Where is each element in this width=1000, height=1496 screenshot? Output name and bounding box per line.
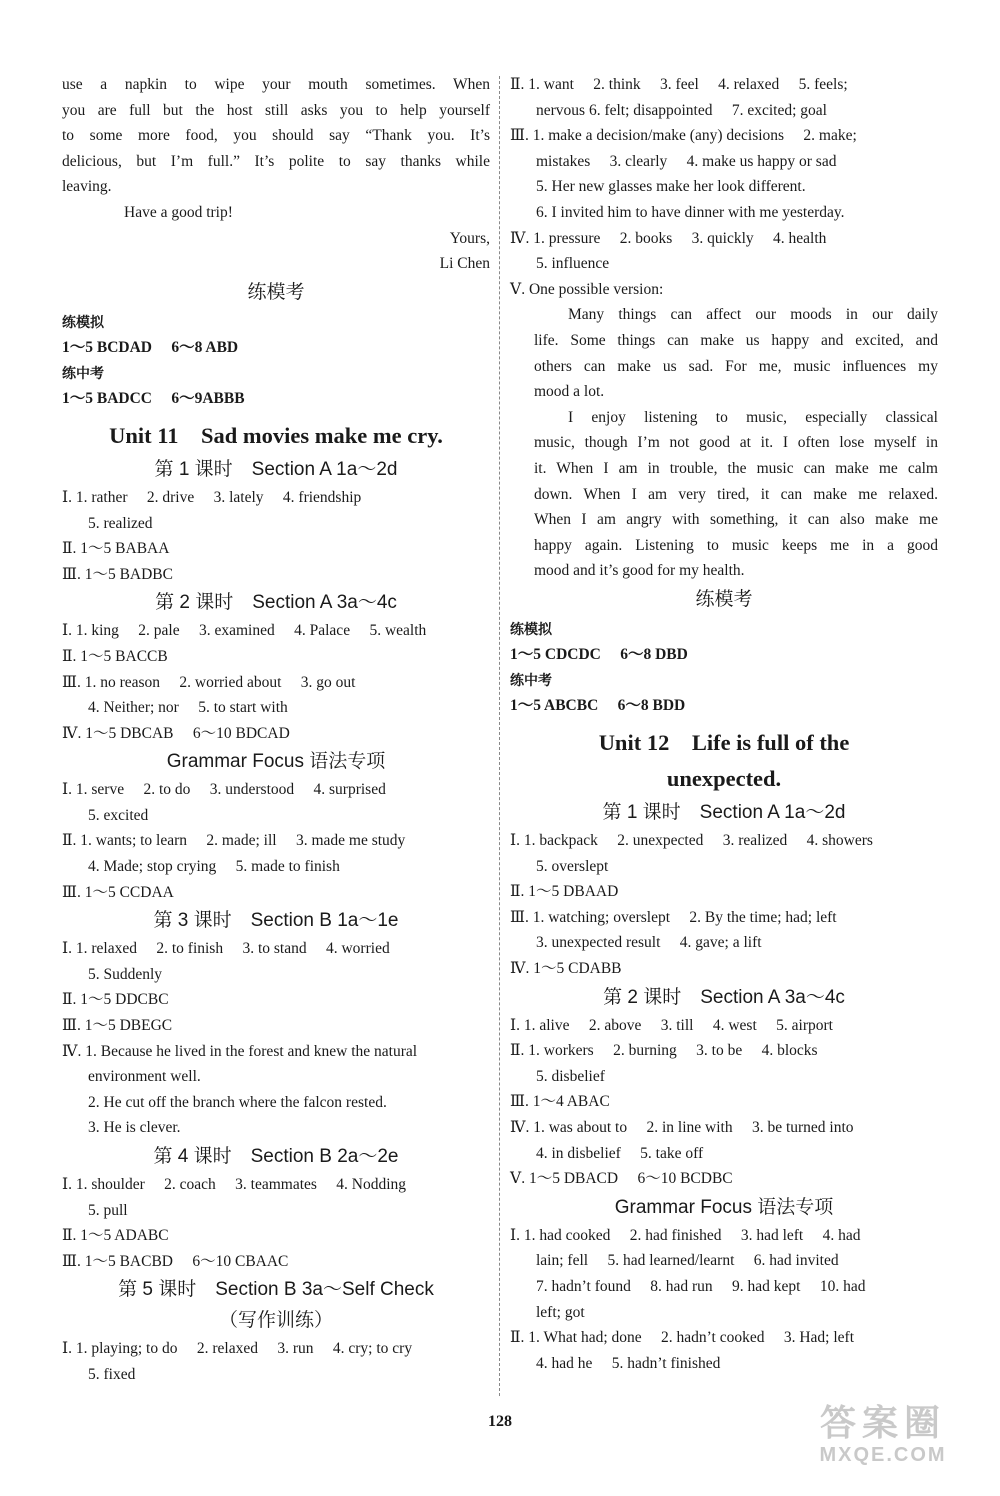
right-column bbox=[510, 72, 938, 1376]
answer-line: Ⅰ. 1. backpack 2. unexpected 3. realized 4. showers bbox=[510, 832, 873, 850]
answer-line: Ⅲ. 1. make a decision/make (any) decisions 2. make; bbox=[510, 127, 857, 145]
lesson-subheading: （写作训练） bbox=[218, 1310, 333, 1332]
essay-line: I enjoy listening to music, especially classical bbox=[568, 408, 938, 426]
answer-line: Ⅱ. 1～5 DBAAD bbox=[510, 883, 619, 901]
answer-line: Ⅰ. 1. alive 2. above 3. till 4. west 5. airport bbox=[510, 1016, 833, 1034]
left-column bbox=[62, 72, 490, 1388]
answer-line: Ⅰ. 1. playing; to do 2. relaxed 3. run 4. cry; to cry bbox=[62, 1340, 413, 1358]
answer-line: 4. Neither; nor 5. to start with bbox=[88, 699, 288, 717]
answer-line: 5. overslept bbox=[536, 857, 609, 875]
answer-line: Ⅳ. 1. pressure 2. books 3. quickly 4. health bbox=[510, 229, 827, 247]
subsection-label: 练模拟 bbox=[510, 620, 552, 637]
letter-sign-yours: Yours, bbox=[449, 229, 490, 247]
answer-line: Ⅰ. 1. rather 2. drive 3. lately 4. friendship bbox=[62, 488, 362, 506]
letter-line: you are full but the host still asks you to help yourself bbox=[62, 101, 490, 119]
answer-line: Ⅲ. 1～5 BADBC bbox=[62, 565, 173, 583]
answer-line: 4. Made; stop crying 5. made to finish bbox=[88, 858, 340, 876]
answer-line: Ⅲ. 1～4 ABAC bbox=[510, 1093, 610, 1111]
answer-line: Ⅳ. 1. Because he lived in the forest and knew the natural bbox=[62, 1042, 418, 1060]
answer-line: 2. He cut off the branch where the falcon rested. bbox=[88, 1093, 387, 1111]
answer-line: 1～5 ABCBC 6～8 BDD bbox=[510, 697, 686, 715]
letter-line: delicious, but I’m full.” It’s polite to say thanks while bbox=[62, 152, 490, 170]
answer-line: 7. hadn’t found 8. had run 9. had kept 10. had bbox=[536, 1277, 866, 1295]
answer-line: 5. pull bbox=[88, 1201, 128, 1219]
letter-line: leaving. bbox=[62, 178, 112, 196]
answer-line: mistakes 3. clearly 4. make us happy or sad bbox=[536, 152, 837, 170]
answer-line: 1～5 BCDAD 6～8 ABD bbox=[62, 338, 239, 356]
answer-line: Ⅳ. 1～5 DBCAB 6～10 BDCAD bbox=[62, 724, 290, 742]
answer-line: Ⅱ. 1. workers 2. burning 3. to be 4. blocks bbox=[510, 1042, 818, 1060]
grammar-focus-heading: Grammar Focus 语法专项 bbox=[614, 1196, 834, 1218]
answer-line: Ⅳ. 1. was about to 2. in line with 3. be turned into bbox=[510, 1119, 854, 1136]
lesson-heading: 第 1 课时 Section A 1a～2d bbox=[154, 458, 398, 480]
answer-line: Ⅱ. 1～5 BABAA bbox=[62, 540, 170, 558]
answer-line: nervous 6. felt; disappointed 7. excited; goal bbox=[536, 101, 827, 119]
answer-line: lain; fell 5. had learned/learnt 6. had invited bbox=[536, 1252, 839, 1270]
answer-line: Ⅱ. 1. What had; done 2. hadn’t cooked 3. Had; left bbox=[510, 1329, 854, 1347]
subsection-label: 练模拟 bbox=[62, 313, 104, 330]
lesson-heading: 第 2 课时 Section A 3a～4c bbox=[603, 986, 845, 1008]
essay-line: happy again. Listening to music keeps me in a good bbox=[534, 536, 938, 554]
answer-line: Ⅲ. 1. watching; overslept 2. By the time; had; left bbox=[510, 908, 837, 926]
essay-line: music, though I’m not good at it. I often lose myself in bbox=[534, 434, 938, 452]
answer-line: Ⅲ. 1～5 DBEGC bbox=[62, 1017, 173, 1035]
lesson-heading: 第 1 课时 Section A 1a～2d bbox=[602, 802, 846, 824]
subsection-label: 练中考 bbox=[510, 672, 552, 689]
essay-line: Many things can affect our moods in our daily bbox=[568, 306, 938, 324]
answer-line: 4. in disbelief 5. take off bbox=[536, 1144, 704, 1162]
answer-line: Ⅱ. 1. wants; to learn 2. made; ill 3. made me study bbox=[62, 832, 406, 850]
answer-line: 5. excited bbox=[88, 806, 149, 824]
essay-line: down. When I am very tired, it can make me relaxed. bbox=[534, 485, 938, 503]
answer-line: environment well. bbox=[88, 1068, 201, 1086]
section-heading: 练模考 bbox=[695, 588, 753, 610]
answer-line: 5. influence bbox=[536, 255, 610, 273]
lesson-heading: 第 4 课时 Section B 2a～2e bbox=[153, 1146, 399, 1167]
letter-line: to some more food, you should say “Thank you. It’s bbox=[62, 127, 490, 145]
grammar-focus-heading: Grammar Focus 语法专项 bbox=[166, 751, 386, 773]
answer-line: left; got bbox=[536, 1303, 585, 1321]
answer-line: Ⅰ. 1. had cooked 2. had finished 3. had left 4. had bbox=[510, 1226, 861, 1244]
answer-line: Ⅲ. 1～5 CCDAA bbox=[62, 883, 174, 901]
watermark-url: MXQE.COM bbox=[819, 1444, 947, 1466]
letter-closing: Have a good trip! bbox=[124, 203, 233, 221]
answer-line: Ⅱ. 1～5 ADABC bbox=[62, 1227, 169, 1245]
answer-line: 5. Suddenly bbox=[88, 965, 163, 983]
answer-line: 1～5 BADCC 6～9ABBB bbox=[62, 390, 245, 408]
answer-line: Ⅰ. 1. serve 2. to do 3. understood 4. surprised bbox=[62, 781, 386, 799]
answer-line: 4. had he 5. hadn’t finished bbox=[536, 1354, 721, 1372]
essay-line: others can make us sad. For me, music influences my bbox=[534, 357, 938, 375]
answer-line: 5. Her new glasses make her look different. bbox=[536, 178, 806, 196]
essay-line: it. When I am in trouble, the music can make me calm bbox=[534, 459, 938, 477]
answer-line: Ⅱ. 1～5 DDCBC bbox=[62, 991, 169, 1009]
unit-title-cont: unexpected. bbox=[666, 766, 782, 792]
answer-line: 3. unexpected result 4. gave; a lift bbox=[536, 934, 762, 952]
answer-line: Ⅴ. One possible version: bbox=[510, 280, 664, 298]
watermark-logo bbox=[788, 1402, 978, 1482]
answer-line: Ⅱ. 1～5 BACCB bbox=[62, 647, 168, 665]
letter-sign-name: Li Chen bbox=[439, 255, 490, 273]
lesson-heading: 第 3 课时 Section B 1a～1e bbox=[153, 910, 399, 932]
answer-line: Ⅰ. 1. king 2. pale 3. examined 4. Palace 5. wealth bbox=[62, 622, 427, 640]
answer-line: Ⅲ. 1～5 BACBD 6～10 CBAAC bbox=[62, 1252, 289, 1270]
column-divider bbox=[499, 76, 500, 1396]
letter-line: use a napkin to wipe your mouth sometimes. When bbox=[62, 76, 490, 93]
essay-line: life. Some things can make us happy and excited, and bbox=[534, 331, 938, 349]
page-number: 128 bbox=[488, 1413, 512, 1430]
answer-line: 3. He is clever. bbox=[88, 1119, 181, 1137]
lesson-heading: 第 2 课时 Section A 3a～4c bbox=[155, 592, 397, 614]
answer-line: Ⅲ. 1. no reason 2. worried about 3. go out bbox=[62, 673, 356, 691]
essay-line: mood and it’s good for my health. bbox=[534, 562, 745, 580]
answer-line: Ⅰ. 1. shoulder 2. coach 3. teammates 4. Nodding bbox=[62, 1176, 407, 1193]
answer-line: 6. I invited him to have dinner with me yesterday. bbox=[536, 203, 845, 221]
answer-line: Ⅴ. 1～5 DBACD 6～10 BCDBC bbox=[510, 1170, 733, 1188]
unit-title: Unit 12 Life is full of the bbox=[598, 730, 850, 756]
answer-line: 1～5 CDCDC 6～8 DBD bbox=[510, 645, 688, 663]
watermark-text: 答案圈 bbox=[819, 1402, 946, 1443]
unit-title: Unit 11 Sad movies make me cry. bbox=[109, 422, 443, 448]
section-heading: 练模考 bbox=[247, 281, 305, 303]
answer-line: 5. fixed bbox=[88, 1365, 136, 1383]
answer-line: 5. realized bbox=[88, 514, 153, 532]
essay-line: When I am angry with something, it can also make me bbox=[534, 511, 938, 529]
answer-line: Ⅳ. 1～5 CDABB bbox=[510, 960, 622, 978]
answer-line: 5. disbelief bbox=[536, 1067, 605, 1085]
answer-line: Ⅱ. 1. want 2. think 3. feel 4. relaxed 5. feels; bbox=[510, 76, 848, 93]
essay-line: mood a lot. bbox=[534, 383, 605, 401]
answer-line: Ⅰ. 1. relaxed 2. to finish 3. to stand 4. worried bbox=[62, 940, 390, 958]
subsection-label: 练中考 bbox=[62, 365, 104, 382]
lesson-heading: 第 5 课时 Section B 3a～Self Check bbox=[118, 1279, 434, 1301]
